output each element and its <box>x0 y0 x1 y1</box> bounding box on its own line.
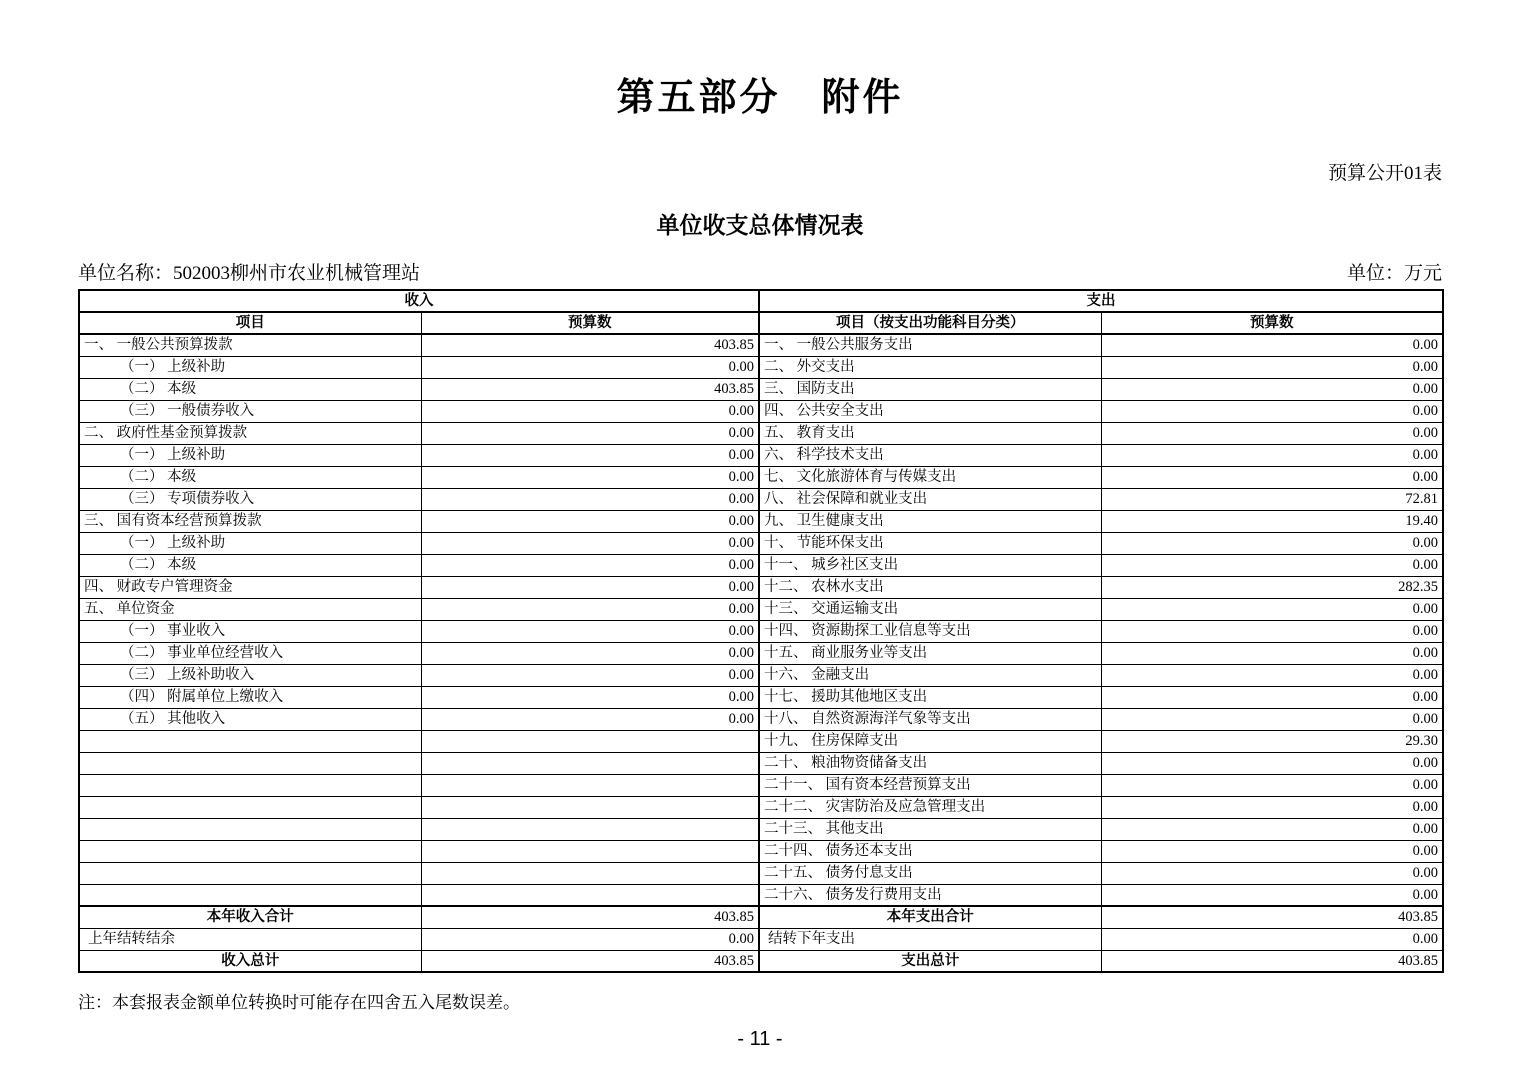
expense-item-cell: 十四、 资源勘探工业信息等支出 <box>759 620 1101 642</box>
income-item-cell <box>79 730 421 752</box>
expense-value-cell: 0.00 <box>1101 378 1443 400</box>
unit-name: 单位名称：502003柳州市农业机械管理站 <box>78 263 421 284</box>
income-value-cell: 0.00 <box>421 488 759 510</box>
expense-value-cell: 0.00 <box>1101 796 1443 818</box>
income-value-cell: 0.00 <box>421 532 759 554</box>
income-total-label-cell: 上年结转结余 <box>79 928 421 950</box>
table-total-row <box>79 928 1443 950</box>
income-value-cell: 0.00 <box>421 620 759 642</box>
expense-item-cell: 二十、 粮油物资储备支出 <box>759 752 1101 774</box>
table-footer <box>79 906 1443 972</box>
income-value-cell: 0.00 <box>421 642 759 664</box>
expense-value-cell: 0.00 <box>1101 444 1443 466</box>
budget-summary-table <box>78 289 1444 973</box>
expense-value-cell: 0.00 <box>1101 664 1443 686</box>
table-label: 预算公开01表 <box>1327 163 1442 184</box>
table-total-row <box>79 950 1443 972</box>
income-item-cell: （二） 本级 <box>79 378 421 400</box>
income-item-cell <box>79 774 421 796</box>
expense-item-cell: 十三、 交通运输支出 <box>759 598 1101 620</box>
footnote: 注：本套报表金额单位转换时可能存在四舍五入尾数误差。 <box>78 993 520 1012</box>
income-value-cell: 0.00 <box>421 554 759 576</box>
table-total-row <box>79 906 1443 928</box>
income-item-cell: 四、 财政专户管理资金 <box>79 576 421 598</box>
expense-total-label-cell: 结转下年支出 <box>759 928 1101 950</box>
section-header-row <box>79 290 1443 312</box>
table-row <box>79 642 1443 664</box>
expense-item-cell: 二十三、 其他支出 <box>759 818 1101 840</box>
expense-value-cell: 0.00 <box>1101 818 1443 840</box>
table-row <box>79 620 1443 642</box>
expense-item-cell: 十九、 住房保障支出 <box>759 730 1101 752</box>
table-row <box>79 752 1443 774</box>
income-item-cell: （一） 上级补助 <box>79 532 421 554</box>
income-value-cell: 0.00 <box>421 576 759 598</box>
column-header-row <box>79 312 1443 334</box>
expense-item-cell: 二十六、 债务发行费用支出 <box>759 884 1101 906</box>
expense-value-cell: 0.00 <box>1101 334 1443 356</box>
table-row <box>79 334 1443 356</box>
table-meta-row <box>78 258 1442 285</box>
income-item-cell: （三） 上级补助收入 <box>79 664 421 686</box>
table-row <box>79 576 1443 598</box>
expense-value-cell: 0.00 <box>1101 642 1443 664</box>
income-item-cell: （一） 上级补助 <box>79 444 421 466</box>
expense-total-value-cell: 403.85 <box>1101 950 1443 972</box>
income-item-cell: 二、 政府性基金预算拨款 <box>79 422 421 444</box>
income-item-cell <box>79 840 421 862</box>
expense-value-cell: 0.00 <box>1101 532 1443 554</box>
expense-item-cell: 二十四、 债务还本支出 <box>759 840 1101 862</box>
income-total-value-cell: 0.00 <box>421 928 759 950</box>
table-row <box>79 356 1443 378</box>
table-row <box>79 400 1443 422</box>
income-item-cell: （一） 事业收入 <box>79 620 421 642</box>
expense-item-cell: 十八、 自然资源海洋气象等支出 <box>759 708 1101 730</box>
income-item-cell: （五） 其他收入 <box>79 708 421 730</box>
table-row <box>79 466 1443 488</box>
expense-item-cell: 二十二、 灾害防治及应急管理支出 <box>759 796 1101 818</box>
table-row <box>79 708 1443 730</box>
income-item-cell <box>79 862 421 884</box>
expense-item-cell: 一、 一般公共服务支出 <box>759 334 1101 356</box>
table-row <box>79 818 1443 840</box>
expense-item-cell: 七、 文化旅游体育与传媒支出 <box>759 466 1101 488</box>
income-value-cell: 0.00 <box>421 664 759 686</box>
document-title: 第五部分 附件 <box>616 77 904 119</box>
table-row <box>79 554 1443 576</box>
expense-value-cell: 0.00 <box>1101 620 1443 642</box>
income-value-cell <box>421 796 759 818</box>
expense-item-cell: 五、 教育支出 <box>759 422 1101 444</box>
income-item-cell <box>79 752 421 774</box>
expense-item-cell: 十六、 金融支出 <box>759 664 1101 686</box>
income-value-cell: 0.00 <box>421 510 759 532</box>
income-item-cell <box>79 818 421 840</box>
income-value-cell <box>421 774 759 796</box>
expense-value-cell: 0.00 <box>1101 598 1443 620</box>
currency-unit: 单位：万元 <box>1346 263 1442 284</box>
expense-value-cell: 0.00 <box>1101 554 1443 576</box>
income-item-cell: （二） 本级 <box>79 554 421 576</box>
income-item-cell: （四） 附属单位上缴收入 <box>79 686 421 708</box>
expense-value-cell: 0.00 <box>1101 356 1443 378</box>
expense-value-cell: 0.00 <box>1101 422 1443 444</box>
table-row <box>79 686 1443 708</box>
income-item-cell: （二） 事业单位经营收入 <box>79 642 421 664</box>
income-item-cell <box>79 796 421 818</box>
table-title: 单位收支总体情况表 <box>656 212 864 238</box>
income-value-cell: 403.85 <box>421 378 759 400</box>
expense-value-cell: 0.00 <box>1101 708 1443 730</box>
expense-budget-column-header: 预算数 <box>1101 312 1443 334</box>
income-total-label-cell: 本年收入合计 <box>79 906 421 928</box>
expense-value-cell: 0.00 <box>1101 840 1443 862</box>
income-value-cell: 0.00 <box>421 686 759 708</box>
expense-total-label-cell: 本年支出合计 <box>759 906 1101 928</box>
table-row <box>79 774 1443 796</box>
income-value-cell: 0.00 <box>421 400 759 422</box>
expense-value-cell: 0.00 <box>1101 862 1443 884</box>
income-value-cell: 0.00 <box>421 708 759 730</box>
expense-value-cell: 0.00 <box>1101 884 1443 906</box>
expense-value-cell: 0.00 <box>1101 400 1443 422</box>
income-item-column-header: 项目 <box>79 312 421 334</box>
table-row <box>79 862 1443 884</box>
income-value-cell: 403.85 <box>421 334 759 356</box>
expense-item-cell: 十五、 商业服务业等支出 <box>759 642 1101 664</box>
income-item-cell: （三） 一般债券收入 <box>79 400 421 422</box>
expense-item-cell: 二十五、 债务付息支出 <box>759 862 1101 884</box>
expense-item-cell: 十二、 农林水支出 <box>759 576 1101 598</box>
income-total-value-cell: 403.85 <box>421 950 759 972</box>
table-body <box>79 334 1443 906</box>
table-row <box>79 378 1443 400</box>
table-row <box>79 664 1443 686</box>
income-value-cell <box>421 840 759 862</box>
income-item-cell: （三） 专项债券收入 <box>79 488 421 510</box>
table-row <box>79 730 1443 752</box>
income-value-cell: 0.00 <box>421 356 759 378</box>
table-row <box>79 422 1443 444</box>
expense-item-cell: 二十一、 国有资本经营预算支出 <box>759 774 1101 796</box>
expense-item-cell: 六、 科学技术支出 <box>759 444 1101 466</box>
income-item-cell <box>79 884 421 906</box>
expense-item-cell: 四、 公共安全支出 <box>759 400 1101 422</box>
expense-item-cell: 九、 卫生健康支出 <box>759 510 1101 532</box>
income-value-cell: 0.00 <box>421 422 759 444</box>
expense-total-label-cell: 支出总计 <box>759 950 1101 972</box>
income-value-cell <box>421 752 759 774</box>
expense-total-value-cell: 403.85 <box>1101 906 1443 928</box>
expense-item-cell: 八、 社会保障和就业支出 <box>759 488 1101 510</box>
income-value-cell: 0.00 <box>421 444 759 466</box>
table-row <box>79 840 1443 862</box>
table-row <box>79 444 1443 466</box>
expense-section-header: 支出 <box>759 290 1443 312</box>
table-row <box>79 884 1443 906</box>
income-value-cell <box>421 818 759 840</box>
page-number: - 11 - <box>737 1028 783 1050</box>
expense-item-cell: 十一、 城乡社区支出 <box>759 554 1101 576</box>
expense-item-cell: 三、 国防支出 <box>759 378 1101 400</box>
expense-value-cell: 0.00 <box>1101 686 1443 708</box>
income-total-value-cell: 403.85 <box>421 906 759 928</box>
expense-item-cell: 十、 节能环保支出 <box>759 532 1101 554</box>
table-row <box>79 510 1443 532</box>
expense-item-cell: 十七、 援助其他地区支出 <box>759 686 1101 708</box>
income-section-header: 收入 <box>79 290 759 312</box>
expense-item-column-header: 项目（按支出功能科目分类） <box>759 312 1101 334</box>
table-row <box>79 488 1443 510</box>
expense-total-value-cell: 0.00 <box>1101 928 1443 950</box>
table-row <box>79 796 1443 818</box>
expense-value-cell: 0.00 <box>1101 752 1443 774</box>
table-row <box>79 598 1443 620</box>
table-row <box>79 532 1443 554</box>
income-budget-column-header: 预算数 <box>421 312 759 334</box>
expense-value-cell: 0.00 <box>1101 774 1443 796</box>
expense-item-cell: 二、 外交支出 <box>759 356 1101 378</box>
income-item-cell: （一） 上级补助 <box>79 356 421 378</box>
income-value-cell <box>421 862 759 884</box>
income-value-cell <box>421 730 759 752</box>
expense-value-cell: 282.35 <box>1101 576 1443 598</box>
income-item-cell: 三、 国有资本经营预算拨款 <box>79 510 421 532</box>
income-item-cell: 一、 一般公共预算拨款 <box>79 334 421 356</box>
income-item-cell: （二） 本级 <box>79 466 421 488</box>
expense-value-cell: 19.40 <box>1101 510 1443 532</box>
expense-value-cell: 29.30 <box>1101 730 1443 752</box>
income-item-cell: 五、 单位资金 <box>79 598 421 620</box>
income-value-cell: 0.00 <box>421 466 759 488</box>
income-value-cell <box>421 884 759 906</box>
income-value-cell: 0.00 <box>421 598 759 620</box>
expense-value-cell: 72.81 <box>1101 488 1443 510</box>
income-total-label-cell: 收入总计 <box>79 950 421 972</box>
expense-value-cell: 0.00 <box>1101 466 1443 488</box>
